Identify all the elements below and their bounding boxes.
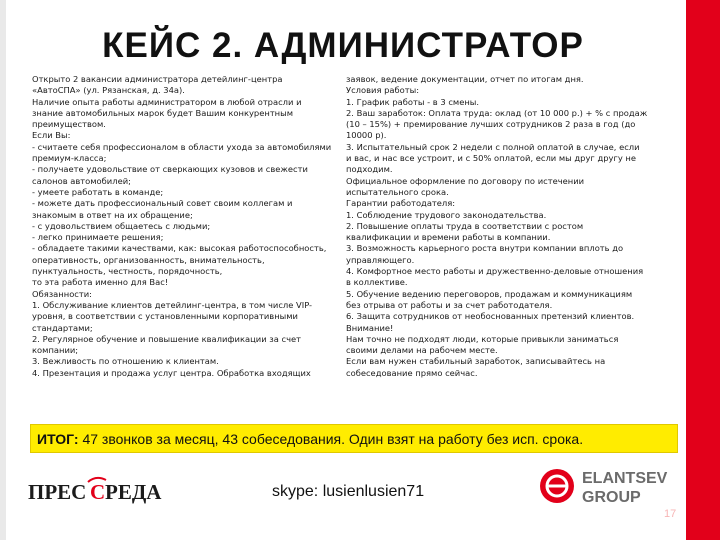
text-line: Обязанности: [32,288,92,299]
text-line: Открыто 2 вакансии администратора детейлинг-центра [32,74,283,84]
text-line: - считаете себя профессионалом в области ухода за автомобилями [32,141,332,152]
page-number: 17 [664,508,677,520]
text-line: 6. Защита сотрудников от необоснованных претензий клиентов. [346,311,635,322]
text-line: знакомым в ответ на их обращение; [32,209,193,220]
text-line: - умеете работать в команде; [32,186,164,197]
text-line: оперативность, организованность, внимательность, [32,254,265,265]
text-line: Если вам нужен стабильный заработок, записывайтесь на [346,356,606,367]
text-line: 2. Ваш заработок: Оплата труда: оклад (от 10 000 р.) + % с продаж [346,107,648,118]
pressreda-logo [28,474,168,510]
text-line: знание автомобильных марок будет Вашим конкурентным [32,107,294,118]
text-line: в коллективе. [346,277,408,288]
text-line: собеседование прямо сейчас. [346,367,478,378]
elantsev-group-logo [538,464,678,515]
svg-text:ПРЕС: ПРЕС [28,480,87,504]
svg-text:С: С [90,480,106,504]
skype-contact: skype: lusienlusien71 [272,483,425,500]
text-line: преимуществом. [32,119,106,130]
text-line: Внимание! [346,322,394,333]
text-line: Условия работы: [346,85,420,96]
text-line: пунктуальность, честность, порядочность, [32,266,223,277]
text-line: 2. Повышение оплаты труда в соответствии с ростом [346,220,584,231]
text-line: салонов автомобилей; [32,175,131,186]
text-line: 5. Обучение ведению переговоров, продажам и коммуникациям [346,288,633,299]
left-text-column [32,74,332,379]
text-line: 1. Обслуживание клиентов детейлинг-центра, в том числе VIP- [32,299,313,310]
text-line: 4. Презентация и продажа услуг центра. Обработка входящих [32,367,311,378]
text-line: Наличие опыта работы администратором в любой отрасли и [32,96,302,107]
text-line: 1. График работы - в 3 смены. [346,96,480,107]
text-line: уровня, в соответствии с установленными корпоративными [32,311,298,322]
text-line: Если Вы: [32,130,71,141]
text-line: 3. Вежливость по отношению к клиентам. [32,356,219,367]
text-line: своими делами на рабочем месте. [346,345,498,356]
text-line: 4. Комфортное место работы и дружественно-деловые отношения [346,266,644,277]
text-line: - можете дать профессиональный совет своим коллегам и [32,198,293,209]
text-line: подходим. [346,164,393,175]
text-line: Гарантии работодателя: [346,198,456,209]
right-text-column [346,74,676,379]
result-text: 47 звонков за месяц, 43 собеседования. Один взят на работу без исп. срока. [78,431,584,447]
result-label: ИТОГ: [37,431,79,447]
left-border-strip [0,0,6,540]
text-line: без отрыва от работы и за счет работодателя. [346,299,553,310]
text-line: - с удовольствием общаетесь с людьми; [32,220,211,231]
text-line: Официальное оформление по договору по истечении [346,175,585,186]
text-line: - обладаете такими качествами, как: высокая работоспособность, [32,243,327,254]
elantsev-logo-line1: ELANTSEV [582,470,668,487]
text-line: 10000 р). [346,130,387,141]
text-line: 3. Испытательный срок 2 недели с полной оплатой в случае, если [346,141,640,152]
text-line: 2. Регулярное обучение и повышение квалификации за счет [32,333,302,344]
text-line: управляющего. [346,254,415,265]
text-line: то эта работа именно для Вас! [32,277,169,288]
text-line: «АвтоСПА» (ул. Рязанская, д. 34а). [32,85,185,96]
text-line: 3. Возможность карьерного роста внутри компании вплоть до [346,243,624,254]
text-line: и вас, и нас все устроит, и с 50% оплатой, если мы друг другу не [346,153,637,164]
text-line: - легко принимаете решения; [32,232,164,243]
right-red-strip [686,0,720,540]
result-banner [30,424,678,453]
text-line: премиум-класса; [32,153,107,164]
text-line: 1. Соблюдение трудового законодательства. [346,209,547,220]
text-line: Нам точно не подходят люди, которые привыкли заниматься [346,333,619,344]
text-line: - получаете удовольствие от сверкающих кузовов и свежести [32,164,308,175]
text-line: компании; [32,345,79,356]
text-line: испытательного срока. [346,186,449,197]
text-line: (10 – 15%) + премирование лучших сотрудников 2 раза в год (до [346,119,636,130]
svg-text:РЕДА: РЕДА [105,480,162,504]
elantsev-logo-line2: GROUP [582,489,641,506]
text-line: стандартами; [32,322,93,333]
slide-title: КЕЙС 2. АДМИНИСТРАТОР [102,26,584,65]
text-line: квалификации и времени работы в компании. [346,232,551,243]
text-line: заявок, ведение документации, отчет по итогам дня. [346,74,584,84]
